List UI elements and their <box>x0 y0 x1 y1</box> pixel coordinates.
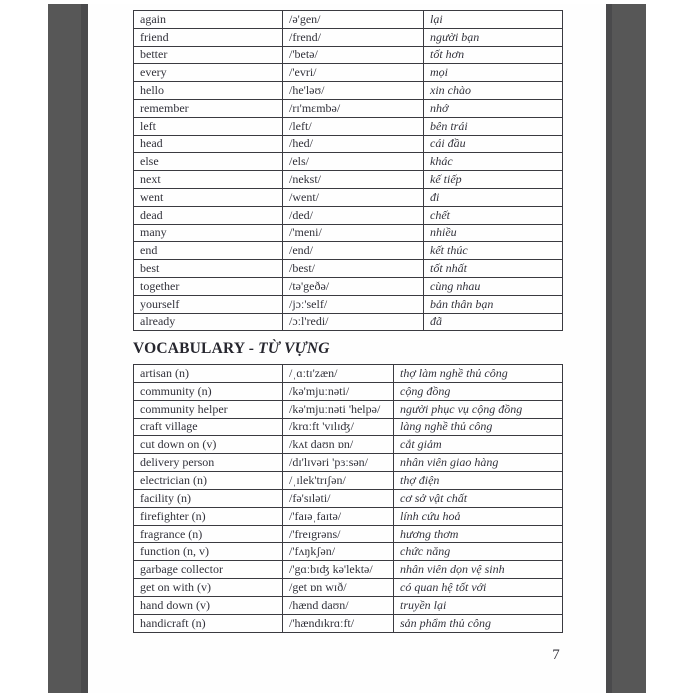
table-row <box>134 11 563 29</box>
table-row <box>134 507 563 525</box>
word-cell: next <box>134 171 283 189</box>
ipa-cell: /ˌɪlek'trɪʃən/ <box>283 472 394 490</box>
meaning-cell: đã <box>424 313 563 331</box>
table-row <box>134 188 563 206</box>
table-row <box>134 436 563 454</box>
word-cell: firefighter (n) <box>134 507 283 525</box>
meaning-cell: cắt giảm <box>394 436 563 454</box>
meaning-cell: lính cứu hoả <box>394 507 563 525</box>
ipa-cell: /els/ <box>283 153 424 171</box>
table-row <box>134 46 563 64</box>
ipa-cell: /end/ <box>283 242 424 260</box>
table-row <box>134 242 563 260</box>
word-cell: end <box>134 242 283 260</box>
ipa-cell: /'hændɪkrɑːft/ <box>283 614 394 632</box>
word-cell: artisan (n) <box>134 365 283 383</box>
word-cell: craft village <box>134 418 283 436</box>
word-cell: every <box>134 64 283 82</box>
ipa-cell: /ˌɑːtɪ'zæn/ <box>283 365 394 383</box>
table-row <box>134 365 563 383</box>
meaning-cell: người phục vụ cộng đồng <box>394 400 563 418</box>
meaning-cell: nhân viên dọn vệ sinh <box>394 561 563 579</box>
word-cell: already <box>134 313 283 331</box>
meaning-cell: cùng nhau <box>424 277 563 295</box>
meaning-cell: kế tiếp <box>424 171 563 189</box>
table-row <box>134 382 563 400</box>
ipa-cell: /'meni/ <box>283 224 424 242</box>
meaning-cell: cộng đồng <box>394 382 563 400</box>
table-row <box>134 579 563 597</box>
meaning-cell: nhiều <box>424 224 563 242</box>
page-number: 7 <box>552 647 560 663</box>
ipa-cell: /jɔː'self/ <box>283 295 424 313</box>
meaning-cell: nhân viên giao hàng <box>394 454 563 472</box>
word-cell: many <box>134 224 283 242</box>
word-cell: hello <box>134 82 283 100</box>
meaning-cell: chết <box>424 206 563 224</box>
meaning-cell: kết thúc <box>424 242 563 260</box>
meaning-cell: bên trái <box>424 117 563 135</box>
meaning-cell: khác <box>424 153 563 171</box>
ipa-cell: /'faɪəˌfaɪtə/ <box>283 507 394 525</box>
table-row <box>134 454 563 472</box>
basic-words-table <box>133 10 563 331</box>
vocabulary-table <box>133 364 563 633</box>
ipa-cell: /went/ <box>283 188 424 206</box>
meaning-cell: đi <box>424 188 563 206</box>
table-row <box>134 260 563 278</box>
table-row <box>134 489 563 507</box>
meaning-cell: tốt hơn <box>424 46 563 64</box>
word-cell: garbage collector <box>134 561 283 579</box>
word-cell: yourself <box>134 295 283 313</box>
table-row <box>134 472 563 490</box>
ipa-cell: /hed/ <box>283 135 424 153</box>
meaning-cell: mọi <box>424 64 563 82</box>
table-row <box>134 400 563 418</box>
table-row <box>134 614 563 632</box>
meaning-cell: thợ điện <box>394 472 563 490</box>
word-cell: better <box>134 46 283 64</box>
word-cell: hand down (v) <box>134 596 283 614</box>
meaning-cell: tốt nhất <box>424 260 563 278</box>
word-cell: fragrance (n) <box>134 525 283 543</box>
meaning-cell: cơ sở vật chất <box>394 489 563 507</box>
word-cell: electrician (n) <box>134 472 283 490</box>
word-cell: else <box>134 153 283 171</box>
meaning-cell: bản thân bạn <box>424 295 563 313</box>
word-cell: went <box>134 188 283 206</box>
ipa-cell: /'evri/ <box>283 64 424 82</box>
ipa-cell: /tə'geðə/ <box>283 277 424 295</box>
word-cell: community helper <box>134 400 283 418</box>
meaning-cell: thợ làm nghề thủ công <box>394 365 563 383</box>
table-row <box>134 313 563 331</box>
photo-background-right <box>606 4 646 693</box>
table-row <box>134 206 563 224</box>
photo-background-left <box>48 4 88 693</box>
table-row <box>134 64 563 82</box>
word-cell: get on with (v) <box>134 579 283 597</box>
table-row <box>134 224 563 242</box>
ipa-cell: /'fʌŋkʃən/ <box>283 543 394 561</box>
table-row <box>134 277 563 295</box>
word-cell: best <box>134 260 283 278</box>
ipa-cell: /ə'gen/ <box>283 11 424 29</box>
meaning-cell: người bạn <box>424 28 563 46</box>
ipa-cell: /'gɑːbɪʤ kə'lektə/ <box>283 561 394 579</box>
word-cell: delivery person <box>134 454 283 472</box>
ipa-cell: /krɑːft 'vɪlɪʤ/ <box>283 418 394 436</box>
ipa-cell: /get ɒn wɪð/ <box>283 579 394 597</box>
section-heading-vietnamese: TỪ VỰNG <box>258 340 330 357</box>
word-cell: again <box>134 11 283 29</box>
ipa-cell: /rɪ'mɛmbə/ <box>283 99 424 117</box>
word-cell: remember <box>134 99 283 117</box>
word-cell: head <box>134 135 283 153</box>
ipa-cell: /frend/ <box>283 28 424 46</box>
ipa-cell: /dɪ'lɪvəri 'pɜːsən/ <box>283 454 394 472</box>
ipa-cell: /left/ <box>283 117 424 135</box>
ipa-cell: /'freɪgrəns/ <box>283 525 394 543</box>
word-cell: cut down on (v) <box>134 436 283 454</box>
table-row <box>134 295 563 313</box>
book-page <box>88 4 606 693</box>
ipa-cell: /ɔːl'redi/ <box>283 313 424 331</box>
table-row <box>134 135 563 153</box>
ipa-cell: /hænd daʊn/ <box>283 596 394 614</box>
table-row <box>134 561 563 579</box>
meaning-cell: lại <box>424 11 563 29</box>
table-row <box>134 153 563 171</box>
meaning-cell: chức năng <box>394 543 563 561</box>
table-row <box>134 543 563 561</box>
ipa-cell: /best/ <box>283 260 424 278</box>
section-heading <box>133 340 330 358</box>
table-row <box>134 117 563 135</box>
word-cell: handicraft (n) <box>134 614 283 632</box>
table-row <box>134 525 563 543</box>
ipa-cell: /kə'mjuːnəti 'helpə/ <box>283 400 394 418</box>
word-cell: facility (n) <box>134 489 283 507</box>
ipa-cell: /ded/ <box>283 206 424 224</box>
meaning-cell: làng nghề thủ công <box>394 418 563 436</box>
table-row <box>134 28 563 46</box>
table-row <box>134 171 563 189</box>
ipa-cell: /kʌt daʊn ɒn/ <box>283 436 394 454</box>
word-cell: community (n) <box>134 382 283 400</box>
ipa-cell: /nekst/ <box>283 171 424 189</box>
ipa-cell: /kə'mjuːnəti/ <box>283 382 394 400</box>
table-row <box>134 82 563 100</box>
meaning-cell: cái đầu <box>424 135 563 153</box>
meaning-cell: xin chào <box>424 82 563 100</box>
word-cell: together <box>134 277 283 295</box>
meaning-cell: truyền lại <box>394 596 563 614</box>
word-cell: function (n, v) <box>134 543 283 561</box>
table-row <box>134 99 563 117</box>
meaning-cell: có quan hệ tốt với <box>394 579 563 597</box>
word-cell: dead <box>134 206 283 224</box>
ipa-cell: /'betə/ <box>283 46 424 64</box>
word-cell: left <box>134 117 283 135</box>
table-row <box>134 418 563 436</box>
meaning-cell: nhớ <box>424 99 563 117</box>
ipa-cell: /fə'sɪləti/ <box>283 489 394 507</box>
section-heading-main: VOCABULARY - <box>133 340 259 357</box>
table-row <box>134 596 563 614</box>
meaning-cell: sản phẩm thủ công <box>394 614 563 632</box>
meaning-cell: hương thơm <box>394 525 563 543</box>
ipa-cell: /he'ləʊ/ <box>283 82 424 100</box>
word-cell: friend <box>134 28 283 46</box>
